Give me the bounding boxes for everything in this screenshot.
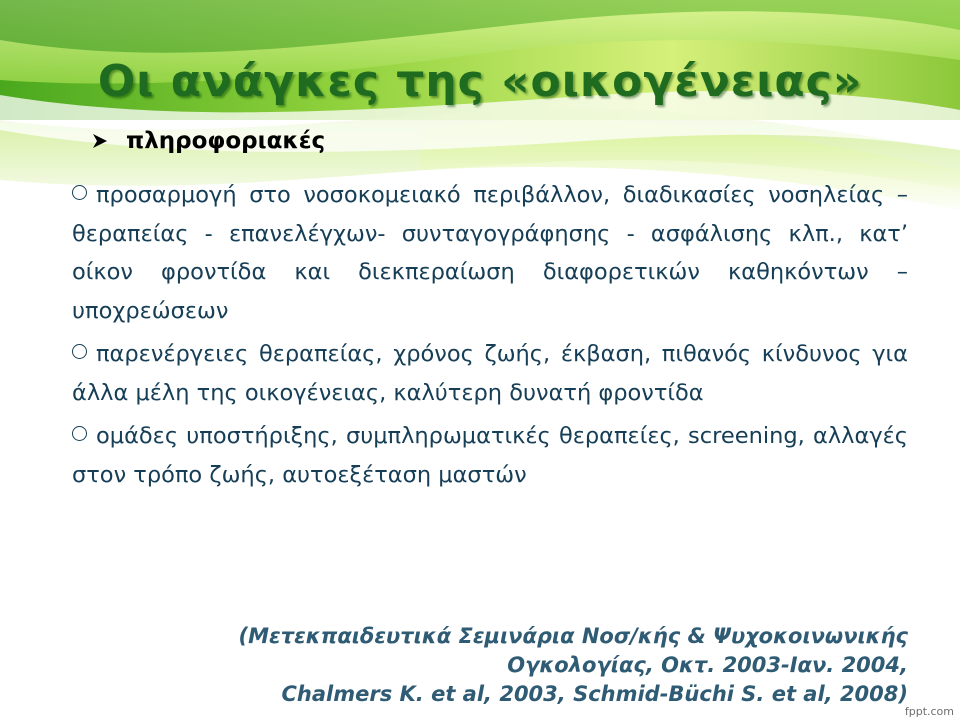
circle-bullet-icon [72, 344, 87, 359]
list-item [72, 417, 908, 494]
list-item [72, 176, 908, 330]
slide-title: Οι ανάγκες της «οικογένειας» [97, 56, 863, 107]
subheading-label: πληροφοριακές [126, 128, 326, 154]
list-item [72, 335, 908, 412]
subheading [92, 128, 325, 154]
circle-bullet-icon [72, 426, 87, 441]
list-item-text: παρενέργειες θεραπείας, χρόνος ζωής, έκβαση, πιθανός κίνδυνος για άλλα μέλη της οικογένειας, καλύτερη δυνατή φροντίδα [72, 341, 908, 406]
citation-line: Ογκολογίας, Οκτ. 2003-Ιαν. 2004, [507, 653, 908, 677]
list-item-text: ομάδες υποστήριξης, συμπληρωματικές θεραπείες, screening, αλλαγές στον τρόπο ζωής, αυτοεξέταση μαστών [72, 423, 908, 488]
bullet-list [72, 176, 908, 499]
arrow-bullet-icon [92, 133, 108, 149]
circle-bullet-icon [72, 185, 87, 200]
watermark: fppt.com [904, 705, 954, 718]
citation [108, 622, 908, 709]
list-item-text: προσαρμογή στο νοσοκομειακό περιβάλλον, διαδικασίες νοσηλείας – θεραπείας - επανελέγχων- συνταγογράφησης - ασφάλισης κλπ., κατ’ οίκον φροντίδα και διεκπεραίωση διαφορετικών καθηκόντων – υποχρεώσεων [72, 182, 908, 324]
citation-line: Chalmers K. et al, 2003, Schmid-Büchi S. et al, 2008) [281, 682, 908, 706]
citation-line: (Μετεκπαιδευτικά Σεμινάρια Νοσ/κής & Ψυχοκοινωνικής [238, 624, 908, 648]
